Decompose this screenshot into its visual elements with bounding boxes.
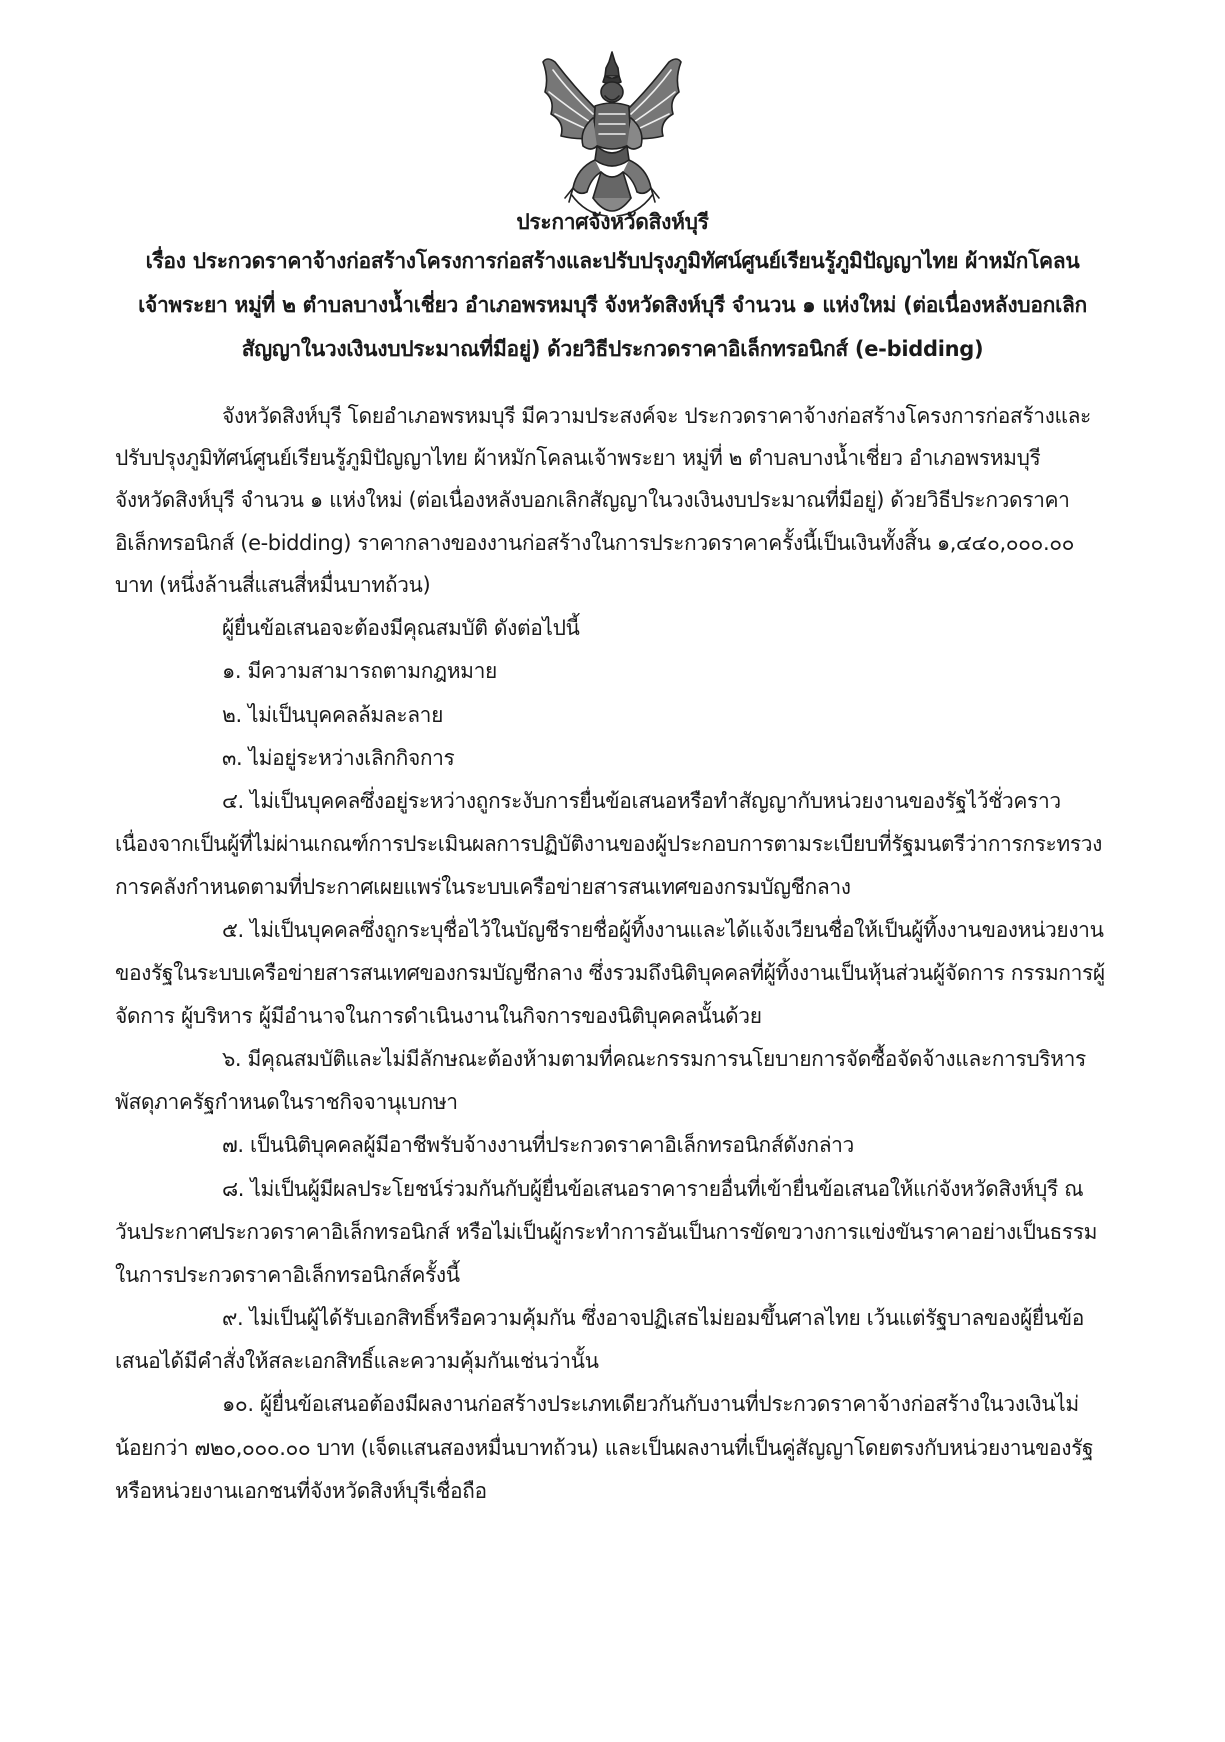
subject-line: เจ้าพระยา หมู่ที่ ๒ ตำบลบางน้ำเชี่ยว อำเภอพรหมบุรี จังหวัดสิงห์บุรี จำนวน ๑ แห่งใหม่ (ต่อเนื่องหลังบอกเลิก <box>138 293 1087 317</box>
list-item-continuation: หรือหน่วยงานเอกชนที่จังหวัดสิงห์บุรีเชื่อถือ <box>115 1479 487 1503</box>
list-item: ๒. ไม่เป็นบุคคลล้มละลาย <box>222 703 443 727</box>
list-item: ๕. ไม่เป็นบุคคลซึ่งถูกระบุชื่อไว้ในบัญชีรายชื่อผู้ทิ้งงานและได้แจ้งเวียนชื่อให้เป็นผู้ทิ้งงานของหน่วยงาน <box>222 918 1104 942</box>
list-item-continuation: พัสดุภาครัฐกำหนดในราชกิจจานุเบกษา <box>115 1090 458 1114</box>
intro-line: ปรับปรุงภูมิทัศน์ศูนย์เรียนรู้ภูมิปัญญาไทย ผ้าหมักโคลนเจ้าพระยา หมู่ที่ ๒ ตำบลบางน้ำเชี่ยว อำเภอพรหมบุรี <box>115 446 1041 470</box>
list-item-continuation: วันประกาศประกวดราคาอิเล็กทรอนิกส์ หรือไม่เป็นผู้กระทำการอันเป็นการขัดขวางการแข่งขันราคาอย่างเป็นธรรม <box>115 1220 1098 1244</box>
list-item-continuation: ในการประกวดราคาอิเล็กทรอนิกส์ครั้งนี้ <box>115 1263 460 1287</box>
intro-line: บาท (หนึ่งล้านสี่แสนสี่หมื่นบาทถ้วน) <box>115 573 431 597</box>
list-item: ๗. เป็นนิติบุคคลผู้มีอาชีพรับจ้างงานที่ประกวดราคาอิเล็กทรอนิกส์ดังกล่าว <box>222 1133 854 1157</box>
list-item: ๖. มีคุณสมบัติและไม่มีลักษณะต้องห้ามตามที่คณะกรรมการนโยบายการจัดซื้อจัดจ้างและการบริหาร <box>222 1047 1086 1071</box>
subject-line: สัญญาในวงเงินงบประมาณที่มีอยู่) ด้วยวิธีประกวดราคาอิเล็กทรอนิกส์ (e-bidding) <box>241 337 984 361</box>
list-item: ๑. มีความสามารถตามกฎหมาย <box>222 659 497 683</box>
page-title: ประกาศจังหวัดสิงห์บุรี <box>516 210 709 234</box>
list-item: ๑๐. ผู้ยื่นข้อเสนอต้องมีผลงานก่อสร้างประเภทเดียวกันกับงานที่ประกวดราคาจ้างก่อสร้างในวงเงินไม่ <box>222 1392 1079 1416</box>
intro-line: จังหวัดสิงห์บุรี จำนวน ๑ แห่งใหม่ (ต่อเนื่องหลังบอกเลิกสัญญาในวงเงินงบประมาณที่มีอยู่) ด้วยวิธีประกวดราคา <box>115 488 1070 512</box>
list-item-continuation: จัดการ ผู้บริหาร ผู้มีอำนาจในการดำเนินงานในกิจการของนิติบุคคลนั้นด้วย <box>115 1004 762 1028</box>
list-item-continuation: การคลังกำหนดตามที่ประกาศเผยแพร่ในระบบเครือข่ายสารสนเทศของกรมบัญชีกลาง <box>115 875 851 899</box>
qualification-heading: ผู้ยื่นข้อเสนอจะต้องมีคุณสมบัติ ดังต่อไปนี้ <box>222 616 580 640</box>
list-item-continuation: ของรัฐในระบบเครือข่ายสารสนเทศของกรมบัญชีกลาง ซึ่งรวมถึงนิติบุคคลที่ผู้ทิ้งงานเป็นหุ้นส่วนผู้จัดการ กรรมการผู้ <box>115 961 1105 985</box>
list-item-continuation: เสนอได้มีคำสั่งให้สละเอกสิทธิ์และความคุ้มกันเช่นว่านั้น <box>115 1349 599 1373</box>
list-item: ๔. ไม่เป็นบุคคลซึ่งอยู่ระหว่างถูกระงับการยื่นข้อเสนอหรือทำสัญญากับหน่วยงานของรัฐไว้ชั่วคราว <box>222 789 1061 813</box>
list-item: ๘. ไม่เป็นผู้มีผลประโยชน์ร่วมกันกับผู้ยื่นข้อเสนอราคารายอื่นที่เข้ายื่นข้อเสนอให้แก่จังหวัดสิงห์บุรี ณ <box>222 1177 1084 1201</box>
list-item-continuation: เนื่องจากเป็นผู้ที่ไม่ผ่านเกณฑ์การประเมินผลการปฏิบัติงานของผู้ประกอบการตามระเบียบที่รัฐมนตรีว่าการกระทรวง <box>115 832 1102 856</box>
list-item-continuation: น้อยกว่า ๗๒๐,๐๐๐.๐๐ บาท (เจ็ดแสนสองหมื่นบาทถ้วน) และเป็นผลงานที่เป็นคู่สัญญาโดยตรงกับหน่วยงานของรัฐ <box>115 1436 1094 1460</box>
subject-line: เรื่อง ประกวดราคาจ้างก่อสร้างโครงการก่อสร้างและปรับปรุงภูมิทัศน์ศูนย์เรียนรู้ภูมิปัญญาไทย ผ้าหมักโคลน <box>145 249 1080 273</box>
list-item: ๙. ไม่เป็นผู้ได้รับเอกสิทธิ์หรือความคุ้มกัน ซึ่งอาจปฏิเสธไม่ยอมขึ้นศาลไทย เว้นแต่รัฐบาลของผู้ยื่นข้อ <box>222 1306 1084 1330</box>
intro-line: จังหวัดสิงห์บุรี โดยอำเภอพรหมบุรี มีความประสงค์จะ ประกวดราคาจ้างก่อสร้างโครงการก่อสร้างและ <box>222 404 1091 428</box>
list-item: ๓. ไม่อยู่ระหว่างเลิกกิจการ <box>222 746 455 770</box>
intro-line: อิเล็กทรอนิกส์ (e-bidding) ราคากลางของงานก่อสร้างในการประกวดราคาครั้งนี้เป็นเงินทั้งสิ้น ๑,๔๔๐,๐๐๐.๐๐ <box>115 531 1075 555</box>
garuda-emblem-icon <box>535 48 690 226</box>
